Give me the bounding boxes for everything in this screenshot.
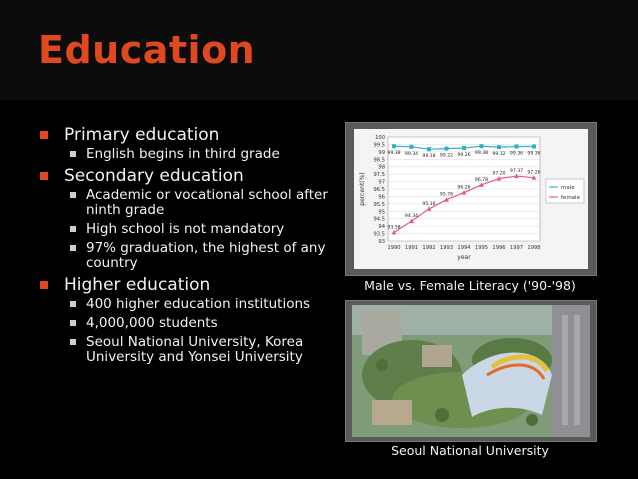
data-point xyxy=(445,147,449,151)
y-tick-label: 97.5 xyxy=(373,172,385,179)
literacy-chart xyxy=(354,129,588,269)
sub-bullet-text: High school is not mandatory xyxy=(86,221,285,237)
sub-bullet xyxy=(64,222,330,237)
data-point xyxy=(532,145,536,149)
data-point xyxy=(410,145,414,149)
data-point xyxy=(462,146,466,150)
y-tick-label: 94 xyxy=(378,224,385,231)
data-point xyxy=(497,145,501,149)
sub-bullet xyxy=(64,147,330,162)
y-tick-label: 93 xyxy=(378,239,385,245)
title-bar xyxy=(0,0,638,100)
data-label: 99.18 xyxy=(422,154,436,160)
x-tick-label: 1992 xyxy=(422,245,436,251)
data-point xyxy=(515,145,519,149)
data-label: 93.58 xyxy=(387,225,401,231)
x-tick-label: 1993 xyxy=(439,245,454,251)
square-bullet-icon xyxy=(40,131,48,139)
bullet-label: Primary education xyxy=(64,125,220,145)
y-tick-label: 99.5 xyxy=(373,142,385,149)
y-tick-label: 99 xyxy=(378,149,385,156)
data-label: 96.26 xyxy=(457,185,471,191)
data-point xyxy=(392,144,396,148)
chart-caption: Male vs. Female Literacy ('90-'98) xyxy=(364,278,576,293)
square-bullet-icon xyxy=(70,226,76,232)
literacy-line-chart xyxy=(354,129,588,269)
data-label: 99.34 xyxy=(404,151,419,157)
university-photo xyxy=(352,305,590,437)
square-bullet-icon xyxy=(70,339,76,345)
legend-label: male xyxy=(561,185,575,191)
y-tick-label: 95 xyxy=(378,209,385,216)
data-label: 95.78 xyxy=(439,192,454,198)
slide-title: Education xyxy=(38,28,256,72)
x-axis-label: year xyxy=(457,254,471,261)
sub-bullet-text: 97% graduation, the highest of any country xyxy=(86,240,326,271)
sub-bullet-text: 400 higher education institutions xyxy=(86,296,311,312)
y-tick-label: 96.5 xyxy=(373,187,385,193)
y-tick-label: 97 xyxy=(378,179,385,186)
data-label: 99.36 xyxy=(527,151,541,157)
y-tick-label: 98.5 xyxy=(373,157,385,164)
y-tick-label: 98 xyxy=(378,164,385,171)
x-tick-label: 1996 xyxy=(492,245,506,251)
photo-caption: Seoul National University xyxy=(391,443,549,458)
data-label: 97.20 xyxy=(492,171,506,177)
data-point xyxy=(427,147,431,151)
sub-bullet-text: Seoul National University, Korea University and Yonsei University xyxy=(86,334,304,365)
sub-bullet xyxy=(64,188,330,218)
data-label: 99.22 xyxy=(439,153,454,159)
chart-frame xyxy=(345,122,597,276)
data-label: 94.34 xyxy=(404,214,419,220)
y-tick-label: 94.5 xyxy=(373,216,385,223)
x-tick-label: 1995 xyxy=(474,245,489,251)
data-label: 99.32 xyxy=(492,152,506,158)
data-label: 99.36 xyxy=(509,151,524,157)
sub-bullet xyxy=(64,335,330,365)
data-label: 99.26 xyxy=(457,152,471,158)
data-label: 96.78 xyxy=(474,177,489,183)
bullet-primary xyxy=(40,125,330,162)
data-point xyxy=(480,144,484,148)
sub-bullet xyxy=(64,316,330,331)
bullet-list xyxy=(40,125,330,369)
square-bullet-icon xyxy=(40,172,48,180)
x-tick-label: 1990 xyxy=(387,245,401,251)
x-tick-label: 1991 xyxy=(404,245,419,251)
sub-bullet-text: 4,000,000 students xyxy=(86,315,218,331)
sub-bullet-text: Academic or vocational school after ninth grade xyxy=(86,187,328,218)
sub-bullet-text: English begins in third grade xyxy=(86,146,280,162)
square-bullet-icon xyxy=(70,320,76,326)
photo-frame xyxy=(345,300,597,442)
data-label: 97.37 xyxy=(509,169,524,175)
campus-aerial-image xyxy=(352,305,590,437)
x-tick-label: 1998 xyxy=(527,245,541,251)
square-bullet-icon xyxy=(40,281,48,289)
bullet-secondary xyxy=(40,166,330,271)
y-tick-label: 95.5 xyxy=(373,201,385,208)
square-bullet-icon xyxy=(70,245,76,251)
bullet-label: Secondary education xyxy=(64,166,244,186)
data-label: 99.38 xyxy=(474,151,489,157)
square-bullet-icon xyxy=(70,151,76,157)
sub-bullet xyxy=(64,297,330,312)
data-label: 99.38 xyxy=(387,151,401,157)
sub-bullet xyxy=(64,241,330,271)
bullet-label: Higher education xyxy=(64,275,211,295)
y-tick-label: 93.5 xyxy=(373,231,385,238)
x-tick-label: 1994 xyxy=(457,245,471,251)
x-tick-label: 1997 xyxy=(509,245,524,251)
data-label: 97.26 xyxy=(527,170,541,176)
data-label: 95.16 xyxy=(422,201,436,207)
legend-label: female xyxy=(561,195,580,201)
square-bullet-icon xyxy=(70,192,76,198)
y-axis-label: percent(%) xyxy=(359,172,366,206)
y-tick-label: 96 xyxy=(378,194,385,201)
y-tick-label: 100 xyxy=(375,135,385,141)
square-bullet-icon xyxy=(70,301,76,307)
bullet-higher xyxy=(40,275,330,365)
